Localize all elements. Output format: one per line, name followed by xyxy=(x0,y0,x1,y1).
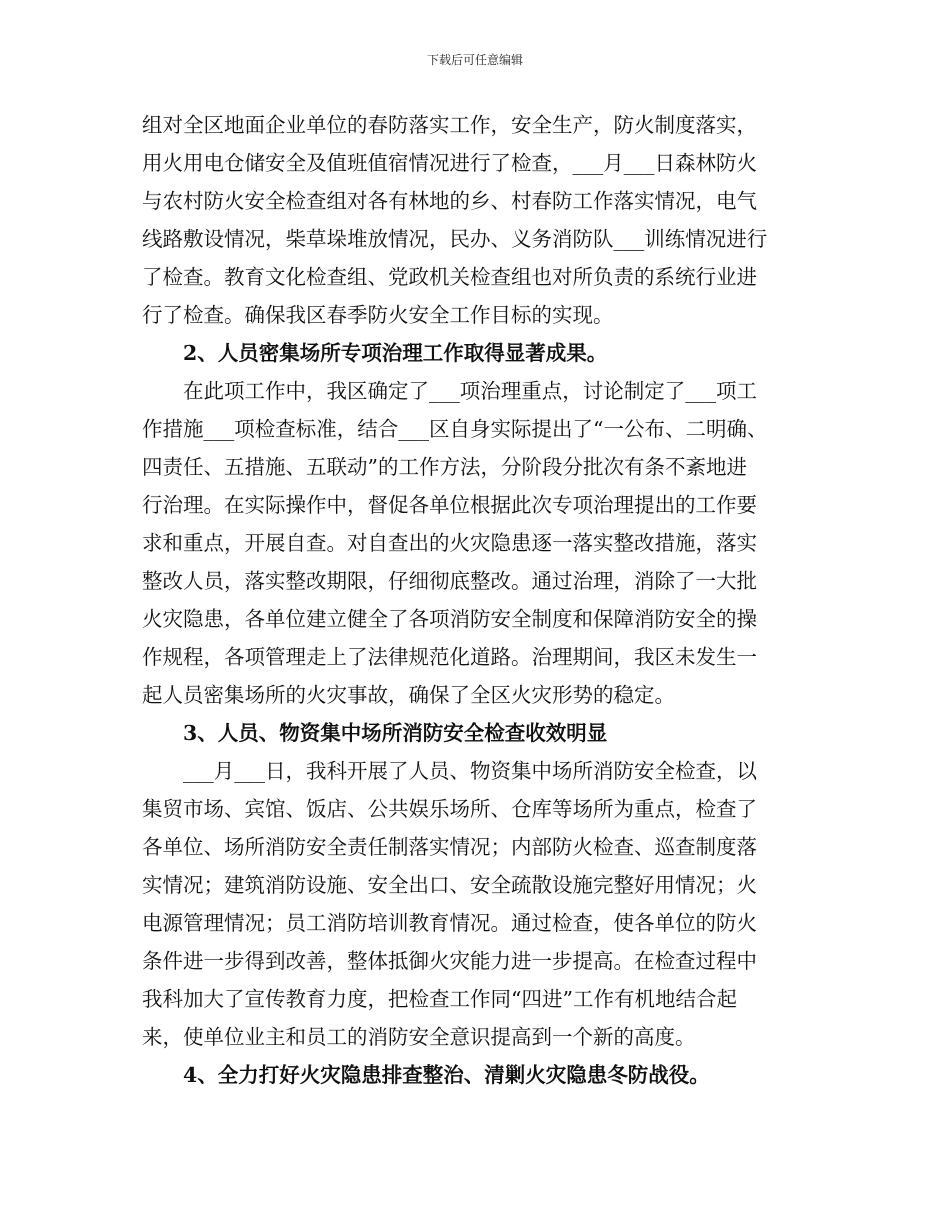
paragraph-line: 条件进一步得到改善，整体抵御火灾能力进一步提高。在检查过程中 xyxy=(142,949,757,973)
paragraph-line: 线路敷设情况，柴草垛堆放情况，民办、义务消防队___训练情况进行 xyxy=(142,227,768,251)
paragraph-line: 在此项工作中，我区确定了___项治理重点，讨论制定了___项工 xyxy=(183,379,757,403)
paragraph-line: 四责任、五措施、五联动”的工作方法，分阶段分批次有条不紊地进 xyxy=(142,455,747,479)
paragraph-line: 与农村防火安全检查组对各有林地的乡、村春防工作落实情况，电气 xyxy=(142,189,757,213)
paragraph-line: 我科加大了宣传教育力度，把检查工作同“四进”工作有机地结合起 xyxy=(142,987,737,1011)
paragraph-line: 整改人员，落实整改期限，仔细彻底整改。通过治理，消除了一大批 xyxy=(142,569,757,593)
section-heading: 3、人员、物资集中场所消防安全检查收效明显 xyxy=(183,721,608,745)
paragraph-line: 行了检查。确保我区春季防火安全工作目标的实现。 xyxy=(142,303,614,327)
paragraph-line: ___月___日，我科开展了人员、物资集中场所消防安全检查，以 xyxy=(183,759,757,783)
paragraph-line: 各单位、场所消防安全责任制落实情况；内部防火检查、巡查制度落 xyxy=(142,835,757,859)
section-heading: 2、人员密集场所专项治理工作取得显著成果。 xyxy=(183,341,608,365)
paragraph-line: 行治理。在实际操作中，督促各单位根据此次专项治理提出的工作要 xyxy=(142,493,757,517)
paragraph-line: 来，使单位业主和员工的消防安全意识提高到一个新的高度。 xyxy=(142,1025,696,1049)
page-header: 下载后可任意编辑 xyxy=(426,53,523,67)
paragraph-line: 用火用电仓储安全及值班值宿情况进行了检查，___月___日森林防火 xyxy=(142,151,757,175)
paragraph-line: 了检查。教育文化检查组、党政机关检查组也对所负责的系统行业进 xyxy=(142,265,757,289)
paragraph-line: 组对全区地面企业单位的春防落实工作，安全生产，防火制度落实， xyxy=(142,113,757,137)
paragraph-line: 作规程，各项管理走上了法律规范化道路。治理期间，我区未发生一 xyxy=(142,645,757,669)
paragraph-line: 作措施___项检查标准，结合___区自身实际提出了“一公布、二明确、 xyxy=(142,417,768,441)
paragraph-line: 电源管理情况；员工消防培训教育情况。通过检查，使各单位的防火 xyxy=(142,911,757,935)
paragraph-line: 实情况；建筑消防设施、安全出口、安全疏散设施完整好用情况；火 xyxy=(142,873,757,897)
paragraph-line: 集贸市场、宾馆、饭店、公共娱乐场所、仓库等场所为重点，检查了 xyxy=(142,797,757,821)
document-body xyxy=(142,106,822,1094)
paragraph-line: 求和重点，开展自查。对自查出的火灾隐患逐一落实整改措施，落实 xyxy=(142,531,757,555)
paragraph-line: 火灾隐患，各单位建立健全了各项消防安全制度和保障消防安全的操 xyxy=(142,607,757,631)
section-heading: 4、全力打好火灾隐患排查整治、清剿火灾隐患冬防战役。 xyxy=(183,1063,710,1087)
paragraph-line: 起人员密集场所的火灾事故，确保了全区火灾形势的稳定。 xyxy=(142,683,675,707)
